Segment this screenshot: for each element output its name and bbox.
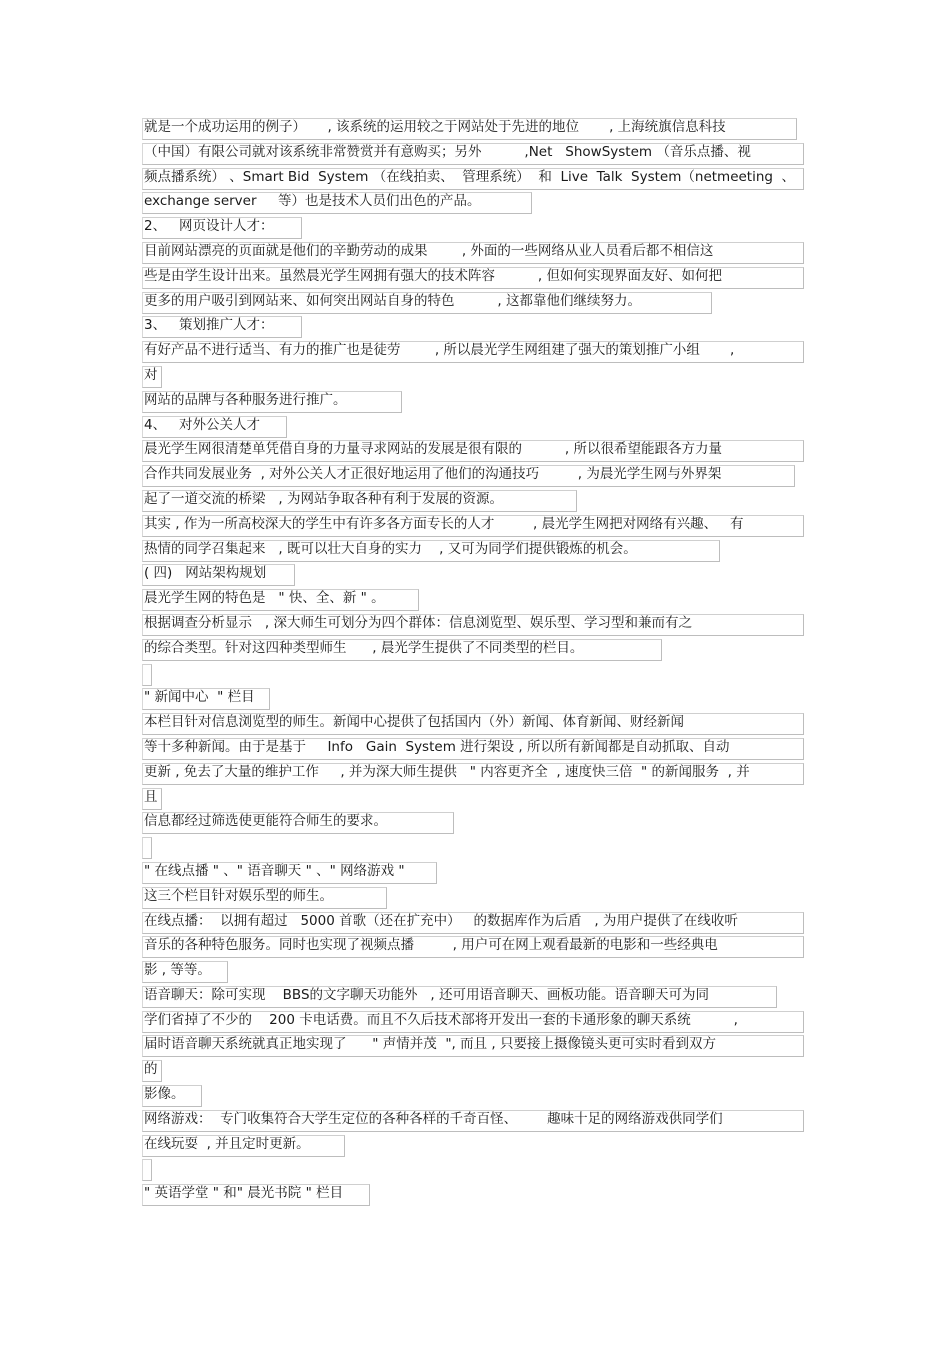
line-text: " 在线点播 " 、" 语音聊天 " 、" 网络游戏 " <box>144 862 405 879</box>
text-line <box>143 638 808 663</box>
line-frame <box>142 664 152 686</box>
line-text: 信息都经过筛选使更能符合师生的要求。 <box>144 813 387 830</box>
line-frame <box>142 1159 152 1181</box>
line-text: 根据调查分析显示 , 深大师生可划分为四个群体：信息浏览型、娱乐型、学习型和兼而有之 <box>144 614 692 631</box>
line-text: exchange server 等）也是技术人员们出色的产品。 <box>144 193 481 210</box>
blank-line <box>143 1158 808 1183</box>
line-text: 些是由学生设计出来。虽然晨光学生网拥有强大的技术阵容 , 但如何实现界面友好、如何把 <box>144 267 722 284</box>
line-text: 在线玩耍 , 并且定时更新。 <box>144 1135 310 1152</box>
line-text: " 英语学堂 " 和" 晨光书院 " 栏目 <box>144 1185 344 1202</box>
text-line <box>143 390 808 415</box>
line-text: 且 <box>144 788 158 805</box>
text-line <box>143 1084 808 1109</box>
blank-line <box>143 836 808 861</box>
line-text: 这三个栏目针对娱乐型的师生。 <box>144 887 333 904</box>
line-text: 等十多种新闻。由于是基于 Info Gain System 进行架设 , 所以所有新闻都是自动抓取、自动 <box>144 738 730 755</box>
text-line <box>143 241 808 266</box>
text-line <box>143 415 808 440</box>
text-line <box>143 1183 808 1208</box>
text-line <box>143 1134 808 1159</box>
text-line <box>143 911 808 936</box>
line-text: 热情的同学召集起来 , 既可以壮大自身的实力 , 又可为同学们提供锻炼的机会。 <box>144 540 637 557</box>
text-line <box>143 1034 808 1059</box>
line-text: 晨光学生网的特色是 " 快、全、新 " 。 <box>144 590 385 607</box>
text-line <box>143 1059 808 1084</box>
text-line <box>143 985 808 1010</box>
text-line <box>143 365 808 390</box>
text-line <box>143 886 808 911</box>
text-line <box>143 613 808 638</box>
text-line <box>143 1010 808 1035</box>
line-text: 就是一个成功运用的例子） , 该系统的运用较之于网站处于先进的地位 , 上海统旗信息科技 <box>144 119 726 135</box>
line-text: 影像。 <box>144 1086 185 1103</box>
line-text: 更新 , 免去了大量的维护工作 , 并为深大师生提供 " 内容更齐全 , 速度快三倍 " 的新闻服务 , 并 <box>144 763 750 780</box>
text-line <box>143 142 808 167</box>
text-line <box>143 514 808 539</box>
line-text: 2、 网页设计人才： <box>144 218 274 235</box>
text-line <box>143 687 808 712</box>
text-line <box>143 266 808 291</box>
text-line <box>143 489 808 514</box>
line-text: 语音聊天：除可实现 BBS的文字聊天功能外 , 还可用语音聊天、画板功能。语音聊天可为同 <box>144 986 709 1003</box>
text-line <box>143 960 808 985</box>
text-line <box>143 861 808 886</box>
text-line <box>143 588 808 613</box>
line-text: 晨光学生网很清楚单凭借自身的力量寻求网站的发展是很有限的 , 所以很希望能跟各方力量 <box>144 441 722 458</box>
text-line <box>143 811 808 836</box>
line-text: 的综合类型。针对这四种类型师生 , 晨光学生提供了不同类型的栏目。 <box>144 639 584 656</box>
line-text: " 新闻中心 " 栏目 <box>144 689 255 706</box>
text-line <box>143 216 808 241</box>
line-text: （中国）有限公司就对该系统非常赞赏并有意购买；另外 ,Net ShowSystem （音乐点播、视 <box>144 143 751 160</box>
text-line <box>143 191 808 216</box>
text-line <box>143 935 808 960</box>
text-line <box>143 315 808 340</box>
text-column <box>143 117 808 1208</box>
line-text: 合作共同发展业务 , 对外公关人才正很好地运用了他们的沟通技巧 , 为晨光学生网与外界架 <box>144 466 722 483</box>
text-line <box>143 787 808 812</box>
text-line <box>143 737 808 762</box>
line-text: 有好产品不进行适当、有力的推广也是徒劳 , 所以晨光学生网组建了强大的策划推广小组 , <box>144 342 735 359</box>
line-text: 网站的品牌与各种服务进行推广。 <box>144 391 347 408</box>
line-text: 届时语音聊天系统就真正地实现了 " 声情并茂 ", 而且 , 只要接上摄像镜头更可实时看到双方 <box>144 1036 716 1053</box>
line-text: 的 <box>144 1061 158 1078</box>
text-line <box>143 464 808 489</box>
line-text: ( 四) 网站架构规划 <box>144 565 267 582</box>
text-line <box>143 291 808 316</box>
text-line <box>143 167 808 192</box>
line-text: 网络游戏： 专门收集符合大学生定位的各种各样的千奇百怪、 趣味十足的网络游戏供同学们 <box>144 1110 723 1127</box>
line-text: 影 , 等等。 <box>144 962 211 979</box>
text-line <box>143 539 808 564</box>
line-text: 对 <box>144 366 158 383</box>
line-text: 在线点播： 以拥有超过 5000 首歌（还在扩充中） 的数据库作为后盾 , 为用户提供了在线收听 <box>144 912 738 929</box>
line-text: 3、 策划推广人才： <box>144 317 274 334</box>
line-text: 音乐的各种特色服务。同时也实现了视频点播 , 用户可在网上观看最新的电影和一些经典电 <box>144 937 718 954</box>
line-text: 目前网站漂亮的页面就是他们的辛勤劳动的成果 , 外面的一些网络从业人员看后都不相信这 <box>144 242 714 259</box>
line-text: 频点播系统） 、Smart Bid System （在线拍卖、 管理系统） 和 Live Talk System（netmeeting 、 <box>144 168 796 185</box>
line-frame <box>142 837 152 859</box>
text-line <box>143 563 808 588</box>
text-line <box>143 117 808 142</box>
text-line <box>143 762 808 787</box>
text-line <box>143 439 808 464</box>
text-line <box>143 712 808 737</box>
text-line <box>143 340 808 365</box>
line-text: 学们省掉了不少的 200 卡电话费。而且不久后技术部将开发出一套的卡通形象的聊天系统 , <box>144 1011 738 1028</box>
line-text: 其实 , 作为一所高校深大的学生中有许多各方面专长的人才 , 晨光学生网把对网络有兴趣、 有 <box>144 515 744 532</box>
line-text: 本栏目针对信息浏览型的师生。新闻中心提供了包括国内（外）新闻、体育新闻、财经新闻 <box>144 714 684 731</box>
line-text: 起了一道交流的桥梁 , 为网站争取各种有利于发展的资源。 <box>144 490 503 507</box>
line-text: 4、 对外公关人才 <box>144 416 260 433</box>
blank-line <box>143 663 808 688</box>
text-line <box>143 1109 808 1134</box>
line-text: 更多的用户吸引到网站来、如何突出网站自身的特色 , 这都靠他们继续努力。 <box>144 292 641 309</box>
